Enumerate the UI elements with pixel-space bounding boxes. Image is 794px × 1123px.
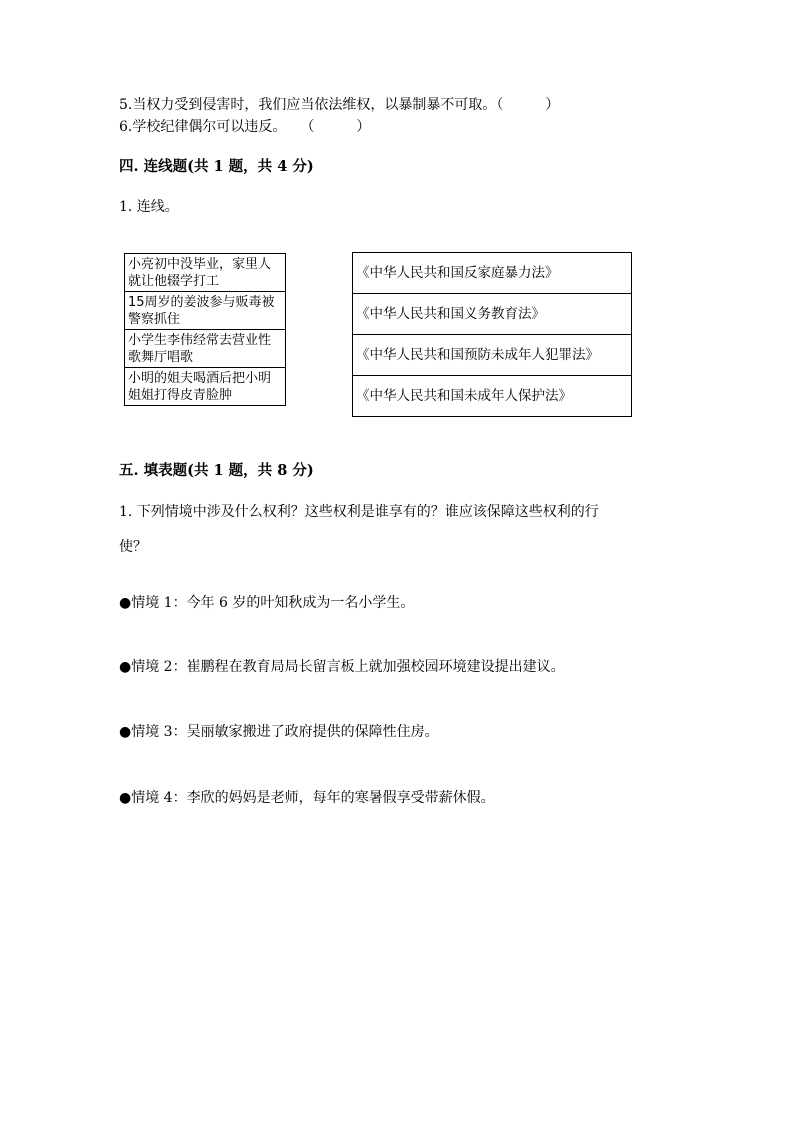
left-item-2[interactable]: 15周岁的姜波参与贩毒被警察抓住 bbox=[125, 292, 286, 330]
table-row bbox=[353, 253, 632, 294]
left-item-1[interactable]: 小亮初中没毕业，家里人就让他辍学打工 bbox=[125, 254, 286, 292]
scenario-text: 情境 3：吴丽敏家搬进了政府提供的保障性住房。 bbox=[131, 724, 439, 740]
right-item-4[interactable]: 《中华人民共和国未成年人保护法》 bbox=[353, 376, 632, 417]
scenario-text: 情境 4：李欣的妈妈是老师，每年的寒暑假享受带薪休假。 bbox=[131, 790, 495, 806]
right-item-1[interactable]: 《中华人民共和国反家庭暴力法》 bbox=[353, 253, 632, 294]
scenario-4 bbox=[119, 788, 495, 808]
scenario-3 bbox=[119, 722, 439, 742]
table-row bbox=[125, 330, 286, 368]
scenario-2 bbox=[119, 657, 565, 677]
section-4-heading: 四. 连线题(共 1 题，共 4 分) bbox=[119, 158, 314, 175]
scenario-text: 情境 2：崔鹏程在教育局局长留言板上就加强校园环境建设提出建议。 bbox=[131, 659, 565, 675]
question-5: 5.当权力受到侵害时，我们应当依法维权，以暴制暴不可取。（ ） bbox=[119, 97, 560, 113]
bullet-icon: ● bbox=[119, 724, 132, 740]
section-5-heading: 五. 填表题(共 1 题，共 8 分) bbox=[119, 462, 314, 479]
table-row bbox=[125, 292, 286, 330]
scenario-1 bbox=[119, 593, 414, 613]
table-row bbox=[125, 254, 286, 292]
section-4-question-1: 1. 连线。 bbox=[119, 199, 179, 215]
section-5-question-line-2: 使？ bbox=[119, 539, 147, 555]
scenario-text: 情境 1：今年 6 岁的叶知秋成为一名小学生。 bbox=[131, 595, 415, 611]
table-row bbox=[353, 376, 632, 417]
matching-left-table bbox=[124, 253, 286, 406]
table-row bbox=[125, 368, 286, 406]
table-row bbox=[353, 294, 632, 335]
left-item-4[interactable]: 小明的姐夫喝酒后把小明姐姐打得皮青脸肿 bbox=[125, 368, 286, 406]
right-item-3[interactable]: 《中华人民共和国预防未成年人犯罪法》 bbox=[353, 335, 632, 376]
bullet-icon: ● bbox=[119, 595, 132, 611]
matching-right-table bbox=[352, 252, 632, 417]
bullet-icon: ● bbox=[119, 790, 132, 806]
question-6: 6.学校纪律偶尔可以违反。 （ ） bbox=[119, 119, 371, 135]
bullet-icon: ● bbox=[119, 659, 132, 675]
table-row bbox=[353, 335, 632, 376]
right-item-2[interactable]: 《中华人民共和国义务教育法》 bbox=[353, 294, 632, 335]
section-5-question-line-1: 1. 下列情境中涉及什么权利？这些权利是谁享有的？谁应该保障这些权利的行 bbox=[119, 504, 599, 520]
left-item-3[interactable]: 小学生李伟经常去营业性歌舞厅唱歌 bbox=[125, 330, 286, 368]
